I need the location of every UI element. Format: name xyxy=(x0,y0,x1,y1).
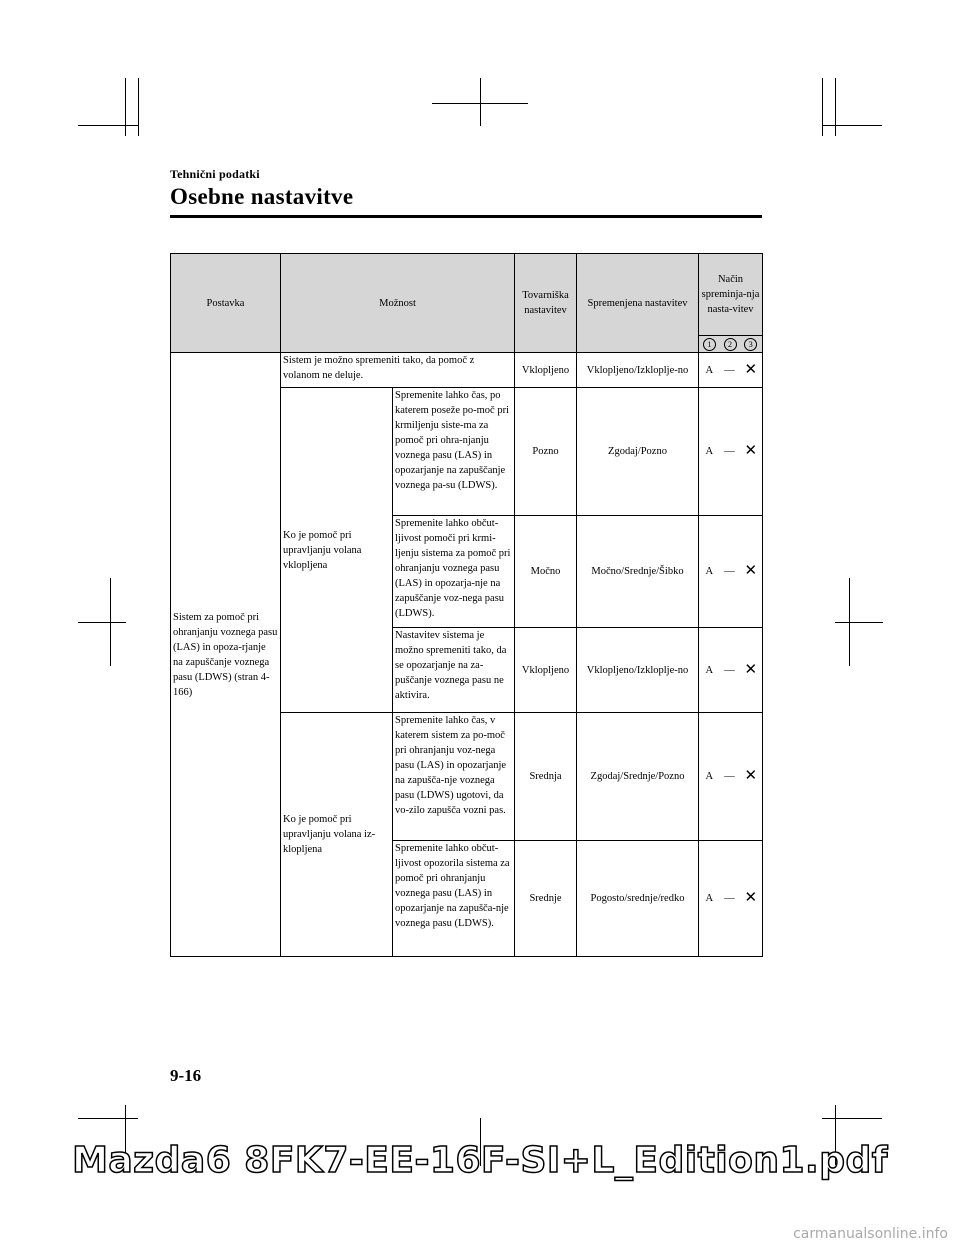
crop-mark xyxy=(835,78,836,136)
crop-mark xyxy=(822,78,823,136)
crop-mark xyxy=(432,103,528,104)
option-cell: Nastavitev sistema je možno spremeniti tako, da se opozarjanje na za-puščanje voznega pasu ne aktivira. xyxy=(393,628,515,713)
method-a: A xyxy=(699,516,720,628)
changed-cell: Vklopljeno/Izkloplje-no xyxy=(577,628,699,713)
crop-mark xyxy=(125,78,126,136)
method-a: A xyxy=(699,388,720,516)
changed-cell: Zgodaj/Srednje/Pozno xyxy=(577,713,699,841)
header-postavka: Postavka xyxy=(171,254,281,353)
method-1-icon: 1 xyxy=(699,336,720,353)
factory-cell: Vklopljeno xyxy=(515,628,577,713)
header-tovarniska: Tovarniška nastavitev xyxy=(515,254,577,353)
title-rule xyxy=(170,215,762,218)
group-cell: Ko je pomoč pri upravljanju volana iz-klopljena xyxy=(281,713,393,957)
crop-mark xyxy=(835,622,883,623)
method-dash: — xyxy=(720,516,740,628)
method-dash: — xyxy=(720,353,740,388)
factory-cell: Vklopljeno xyxy=(515,353,577,388)
changed-cell: Pogosto/srednje/redko xyxy=(577,841,699,957)
method-a: A xyxy=(699,353,720,388)
method-a: A xyxy=(699,628,720,713)
header-spremenjena: Spremenjena nastavitev xyxy=(577,254,699,353)
option-cell: Sistem je možno spremeniti tako, da pomoč z volanom ne deluje. xyxy=(281,353,515,388)
option-cell: Spremenite lahko čas, v katerem sistem za po-moč pri ohranjanju voz-nega pasu (LAS) in opozarjanje na zapušča-nje voznega pasu (LDWS) ugotovi, da vo-zilo zapušča vozni pas. xyxy=(393,713,515,841)
changed-cell: Močno/Srednje/Šibko xyxy=(577,516,699,628)
page-number: 9-16 xyxy=(170,1066,202,1085)
watermark: carmanualsonline.info xyxy=(793,1226,948,1242)
method-dash: — xyxy=(720,841,740,957)
method-x-icon: ✕ xyxy=(740,713,763,841)
method-dash: — xyxy=(720,713,740,841)
method-dash: — xyxy=(720,388,740,516)
group-cell: Ko je pomoč pri upravljanju volana vklopljena xyxy=(281,388,393,713)
section-label: Tehnični podatki xyxy=(170,167,260,181)
crop-mark xyxy=(78,1118,138,1119)
method-x-icon: ✕ xyxy=(740,628,763,713)
factory-cell: Pozno xyxy=(515,388,577,516)
option-cell: Spremenite lahko občut-ljivost pomoči pri krmi-ljenju sistema za pomoč pri ohranjanju voznega pasu (LAS) in opozarja-nje na zapuščanje voz-nega pasu (LDWS). xyxy=(393,516,515,628)
crop-mark xyxy=(822,1118,882,1119)
method-a: A xyxy=(699,713,720,841)
changed-cell: Zgodaj/Pozno xyxy=(577,388,699,516)
option-cell: Spremenite lahko čas, po katerem poseže po-moč pri krmiljenju siste-ma za pomoč pri ohra-njanju voznega pasu (LAS) in opozarjanje na zapuščanje voznega pa-su (LDWS). xyxy=(393,388,515,516)
crop-mark xyxy=(138,78,139,136)
method-x-icon: ✕ xyxy=(740,353,763,388)
factory-cell: Srednja xyxy=(515,713,577,841)
method-2-icon: 2 xyxy=(720,336,740,353)
method-a: A xyxy=(699,841,720,957)
crop-mark xyxy=(822,125,882,126)
crop-mark xyxy=(78,622,126,623)
table-row xyxy=(171,353,763,388)
option-cell: Spremenite lahko občut-ljivost opozorila sistema za pomoč pri ohranjanju voznega pasu (LAS) in opozarjanje na zapušča-nje voznega pasu (LDWS). xyxy=(393,841,515,957)
item-cell: Sistem za pomoč pri ohranjanju voznega pasu (LAS) in opoza-rjanje na zapuščanje voznega pasu (LDWS) (stran 4-166) xyxy=(171,353,281,957)
factory-cell: Močno xyxy=(515,516,577,628)
changed-cell: Vklopljeno/Izkloplje-no xyxy=(577,353,699,388)
method-3-icon: 3 xyxy=(740,336,763,353)
crop-mark xyxy=(78,125,138,126)
footer-filename: Mazda6 8FK7-EE-16F-SI+L_Edition1.pdf xyxy=(72,1140,888,1181)
factory-cell: Srednje xyxy=(515,841,577,957)
method-dash: — xyxy=(720,628,740,713)
settings-table xyxy=(170,253,763,957)
header-moznost: Možnost xyxy=(281,254,515,353)
header-nacin: Način spreminja-nja nasta-vitev xyxy=(699,254,763,336)
method-x-icon: ✕ xyxy=(740,841,763,957)
method-x-icon: ✕ xyxy=(740,388,763,516)
page-title: Osebne nastavitve xyxy=(170,184,354,209)
crop-mark xyxy=(480,78,481,126)
method-x-icon: ✕ xyxy=(740,516,763,628)
